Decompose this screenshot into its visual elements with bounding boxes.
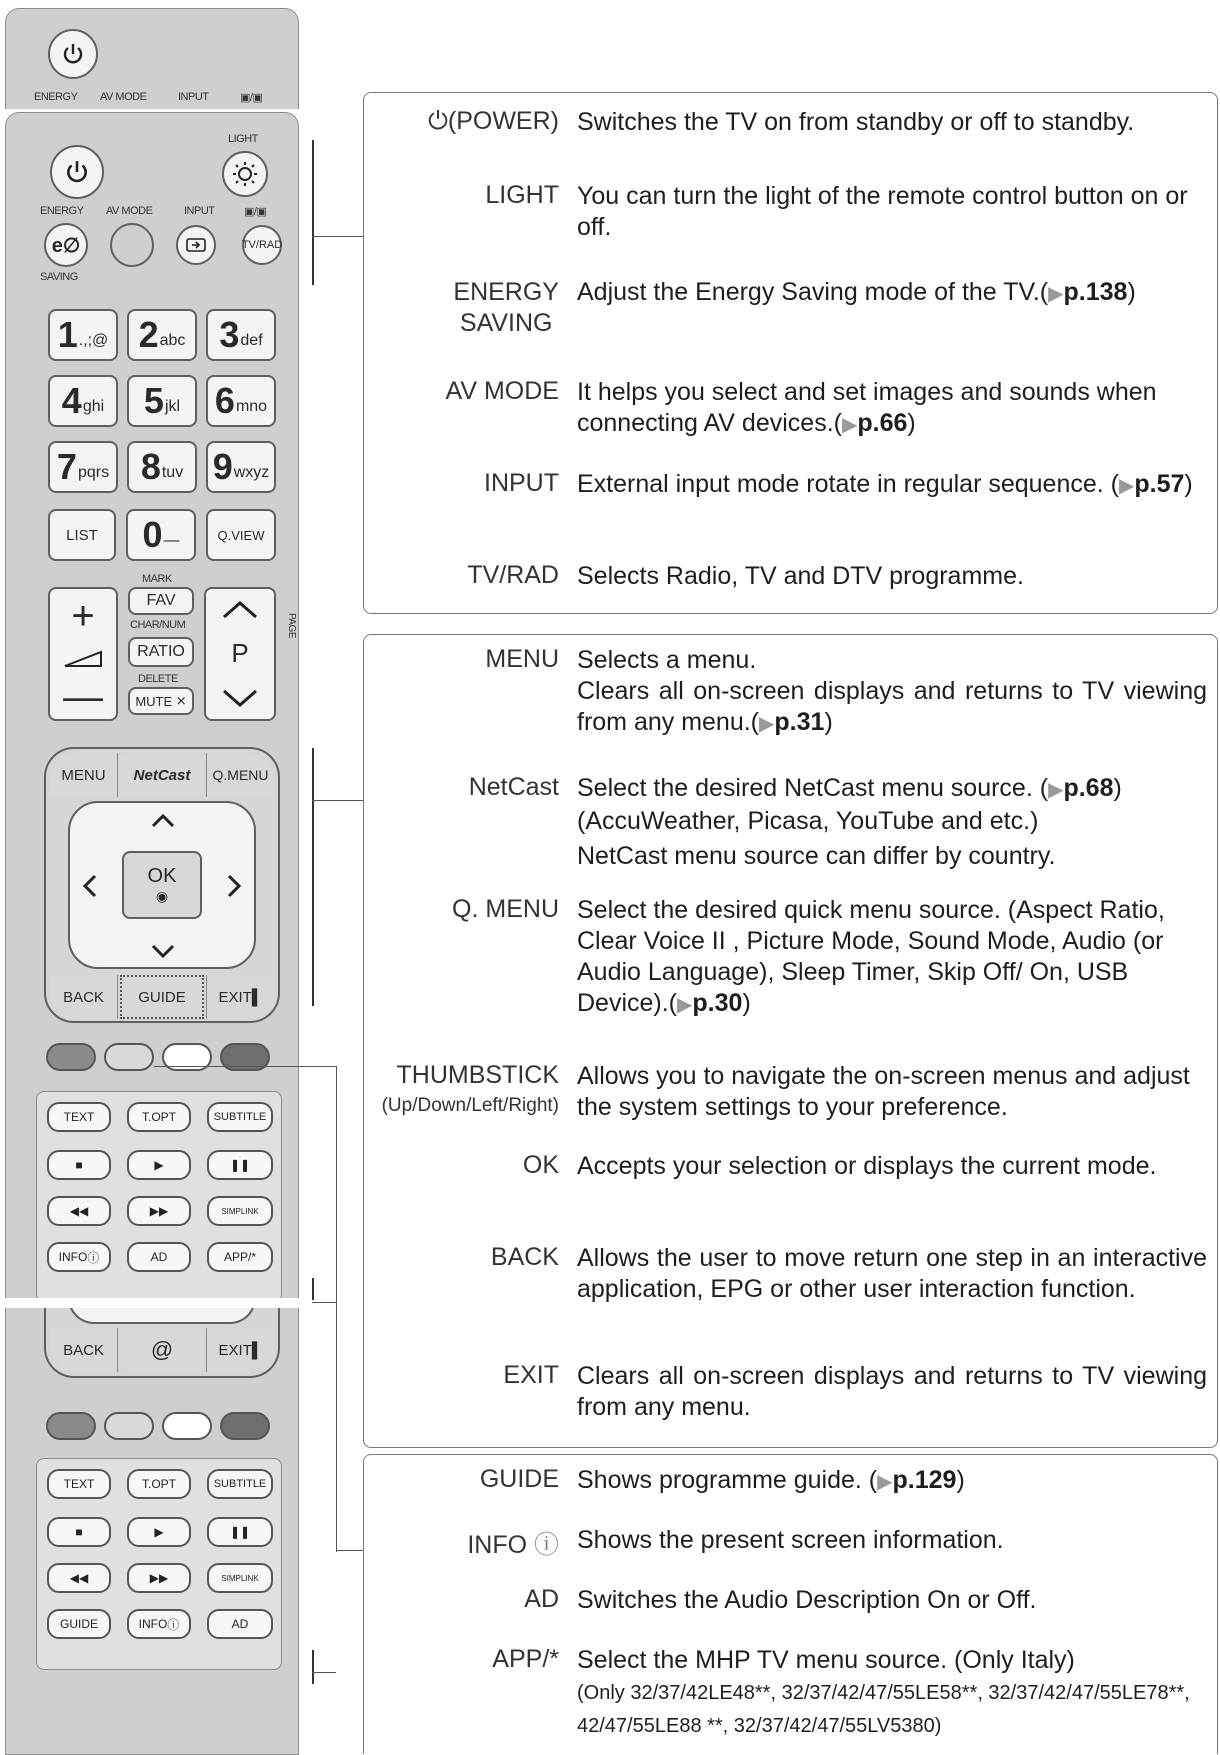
bracket-3 <box>312 1278 314 1300</box>
remote-main <box>5 112 299 1298</box>
pause-icon: ❚❚ <box>229 1158 251 1172</box>
guide-desc: Shows programme guide. (▶p.129) <box>577 1466 965 1494</box>
digit-4-letters: ghi <box>82 398 105 415</box>
avmode-desc: It helps you select and set images and sounds when connecting AV devices.(▶p.66) <box>577 378 1157 437</box>
pause-icon: ❚❚ <box>229 1525 251 1539</box>
page-ref-arrow-icon: ▶ <box>841 414 858 436</box>
guide-connector-h <box>154 1066 336 1067</box>
lower-teletext-panel <box>36 1458 282 1670</box>
lower-pause-button[interactable] <box>207 1517 273 1547</box>
connector-2 <box>312 800 364 801</box>
light-label: LIGHT <box>228 133 258 145</box>
lower-guide-button[interactable] <box>47 1609 111 1639</box>
top-input-label: INPUT <box>178 91 209 103</box>
av-mode-button[interactable] <box>110 223 154 267</box>
lower-topt-button[interactable] <box>127 1469 191 1499</box>
red-key[interactable] <box>46 1043 96 1071</box>
stop-icon: ■ <box>75 1525 83 1539</box>
ok-dot-icon: ◉ <box>155 888 169 904</box>
back-button[interactable] <box>50 975 118 1019</box>
green-key[interactable] <box>104 1043 154 1071</box>
ok-button[interactable] <box>122 851 202 919</box>
power-button-top[interactable] <box>48 29 98 79</box>
digit-3-label: 3 <box>219 314 240 355</box>
mute-label: MUTE <box>135 693 173 709</box>
stop-icon: ■ <box>75 1158 83 1172</box>
ad-label: AD <box>150 1250 168 1264</box>
back-desc-label: BACK <box>490 1243 559 1271</box>
subtitle-label: SUBTITLE <box>213 1111 267 1123</box>
guide-label: GUIDE <box>138 988 186 1006</box>
menu-button[interactable] <box>50 753 118 797</box>
charnum-label: CHAR/NUM <box>130 619 186 631</box>
input-button[interactable] <box>176 225 216 265</box>
netcast-label: NetCast <box>133 766 191 784</box>
play-button[interactable] <box>127 1150 191 1180</box>
digit-6-letters: mno <box>235 398 268 415</box>
list-button[interactable] <box>48 509 116 561</box>
delete-label: DELETE <box>138 673 178 685</box>
lower-ad-button[interactable] <box>207 1609 273 1639</box>
energy-glyph: e∅ <box>51 234 81 257</box>
menu-desc-label: MENU <box>485 645 559 673</box>
bracket-2 <box>312 748 314 1006</box>
volume-down-icon: — <box>63 675 103 719</box>
panel-guide-info <box>363 1454 1218 1754</box>
thumbstick-desc-sublabel: (Up/Down/Left/Right) <box>381 1095 559 1116</box>
digit-7-label: 7 <box>56 446 77 487</box>
lower-blue-key[interactable] <box>220 1412 270 1440</box>
ratio-button[interactable] <box>128 637 194 667</box>
volume-wedge-icon <box>63 650 103 668</box>
digit-2-letters: abc <box>159 332 186 349</box>
digit-3-letters: def <box>240 332 263 349</box>
guide-connector-end <box>336 1550 364 1551</box>
digit-3-button[interactable] <box>206 309 276 361</box>
app-models-note: (Only 32/37/42LE48**, 32/37/42/47/55LE58**, 32/37/42/47/55LE78**, 42/47/55LE88 **, 32/37/42/47/55LV5380) <box>577 1682 1190 1737</box>
power-label: ⏻(POWER) <box>428 107 559 135</box>
lower-back-button[interactable] <box>50 1328 118 1372</box>
digit-5-button[interactable] <box>127 375 197 427</box>
lower-rewind-button[interactable] <box>47 1563 111 1593</box>
lower-guide-label: GUIDE <box>59 1617 98 1631</box>
ad-desc: Switches the Audio Description On or Off. <box>577 1586 1037 1614</box>
info-button[interactable] <box>47 1242 111 1272</box>
lower-back-label: BACK <box>63 1341 104 1359</box>
tv-rad-button[interactable] <box>242 225 282 265</box>
digit-5-letters: jkl <box>164 398 181 415</box>
menu-desc: Selects a menu. Clears all on-screen displays and returns to TV viewing from any menu.(▶p.31) <box>577 646 1207 736</box>
netcast-button[interactable] <box>120 753 204 797</box>
lower-at-label: @ <box>150 1337 174 1362</box>
connector-4 <box>312 1672 336 1673</box>
page-label: PAGE <box>286 613 297 639</box>
tvrad-desc-label: TV/RAD <box>467 561 559 589</box>
teletext-panel <box>36 1091 282 1298</box>
digit-0-label: 0 <box>142 514 163 555</box>
input-label: INPUT <box>184 205 215 217</box>
lower-exit-label: EXIT <box>218 1341 252 1359</box>
topt-label: T.OPT <box>141 1110 176 1124</box>
connector-1 <box>312 236 364 237</box>
input-desc: External input mode rotate in regular sequence. (▶p.57) <box>577 470 1193 498</box>
digit-2-label: 2 <box>138 314 159 355</box>
digit-4-button[interactable] <box>48 375 118 427</box>
rewind-icon: ◀◀ <box>69 1204 89 1218</box>
app-desc: Select the MHP TV menu source. (Only Italy) (Only 32/37/42LE48**, 32/37/42/47/55LE58**, 32/37/42/47/55LE78**, 42/47/55LE88 **, 32/37/42/47/55LV5380) <box>577 1646 1190 1737</box>
page-ref-arrow-icon: ▶ <box>1048 283 1064 305</box>
mute-icon: ⨯ <box>172 693 187 708</box>
exit-door-icon: ▌ <box>251 1341 263 1359</box>
lower-topt-label: T.OPT <box>141 1477 176 1491</box>
remote-top-strip <box>5 8 299 109</box>
energy-desc: Adjust the Energy Saving mode of the TV.(▶p.138) <box>577 278 1136 306</box>
text-label: TEXT <box>63 1110 95 1124</box>
digit-0-button[interactable] <box>126 509 196 561</box>
fast-forward-icon: ▶▶ <box>149 1204 169 1218</box>
qmenu-desc-label: Q. MENU <box>452 895 559 923</box>
qview-button[interactable] <box>206 509 276 561</box>
power-button[interactable] <box>50 145 104 199</box>
digit-9-label: 9 <box>212 446 233 487</box>
lower-at-button[interactable] <box>120 1328 204 1372</box>
saving-label: SAVING <box>40 271 78 283</box>
digit-5-label: 5 <box>143 380 164 421</box>
chevron-up-icon <box>220 599 260 619</box>
connector-3 <box>312 1302 336 1303</box>
avmode-label: AV MODE <box>106 205 153 217</box>
panel-menu-navigation <box>363 634 1218 1448</box>
power-icon <box>64 159 90 185</box>
remote-lower <box>5 1308 299 1755</box>
simplink-label: SIMPLINK <box>221 1206 259 1216</box>
volume-rocker[interactable] <box>48 587 118 721</box>
ok-desc: Accepts your selection or displays the current mode. <box>577 1152 1157 1180</box>
lower-text-button[interactable] <box>47 1469 111 1499</box>
page-ref-arrow-icon: ▶ <box>1048 779 1064 801</box>
power-icon: ⏻ <box>428 107 448 135</box>
digit-2-button[interactable] <box>127 309 197 361</box>
stop-button[interactable] <box>47 1150 111 1180</box>
info-circle-icon: ⓘ <box>527 1531 559 1559</box>
info-icon: ⓘ <box>167 1617 180 1632</box>
energy-label: ENERGY <box>40 205 84 217</box>
back-desc: Allows the user to move return one step in an interactive application, EPG or other user interaction function. <box>577 1244 1207 1303</box>
ad-button[interactable] <box>127 1242 191 1272</box>
digit-6-button[interactable] <box>206 375 276 427</box>
thumbstick-desc: Allows you to navigate the on-screen menus and adjust the system settings to your preference. <box>577 1062 1190 1121</box>
tv-rad-button-label: TV/RAD <box>241 238 283 251</box>
rewind-button[interactable] <box>47 1196 111 1226</box>
text-button[interactable] <box>47 1102 111 1132</box>
page-ref-arrow-icon: ▶ <box>677 994 693 1016</box>
top-avmode-label: AV MODE <box>100 91 147 103</box>
input-desc-label: INPUT <box>484 469 559 497</box>
panel-power-input <box>363 92 1218 614</box>
pause-button[interactable] <box>207 1150 273 1180</box>
lower-play-button[interactable] <box>127 1517 191 1547</box>
qmenu-desc: Select the desired quick menu source. (Aspect Ratio, Clear Voice II , Picture Mode, Sound Mode, Audio (or Audio Language), Sleep Timer, Skip Off/ On, USB Device).(▶p.30) <box>577 896 1165 1017</box>
digit-8-letters: tuv <box>161 464 184 481</box>
input-icon <box>186 237 206 253</box>
app-button[interactable] <box>207 1242 273 1272</box>
fav-button[interactable] <box>128 587 194 615</box>
top-energy-label: ENERGY <box>34 91 78 103</box>
energy-desc-label: ENERGY SAVING <box>453 278 559 337</box>
power-icon <box>61 42 85 66</box>
menu-label: MENU <box>61 766 106 784</box>
back-label: BACK <box>63 988 104 1006</box>
qview-label: Q.VIEW <box>217 527 265 543</box>
digit-1-label: 1 <box>57 314 78 355</box>
avmode-desc-label: AV MODE <box>445 377 559 405</box>
guide-desc-label: GUIDE <box>479 1465 559 1493</box>
digit-1-letters: .,;@ <box>78 332 109 349</box>
exit-door-icon: ▌ <box>251 988 263 1006</box>
lower-nav-block <box>44 1308 280 1378</box>
chevron-down-icon <box>220 689 260 709</box>
light-button[interactable] <box>222 151 268 197</box>
qmenu-label: Q.MENU <box>212 767 269 783</box>
lower-thumbstick <box>68 1308 256 1324</box>
mute-button[interactable] <box>128 687 194 715</box>
energy-saving-button[interactable] <box>44 223 88 267</box>
subtitle-button[interactable] <box>207 1102 273 1132</box>
fast-forward-button[interactable] <box>127 1196 191 1226</box>
app-desc-label: APP/* <box>492 1645 559 1673</box>
exit-desc-label: EXIT <box>503 1361 559 1389</box>
digit-9-letters: wxyz <box>233 464 270 481</box>
lower-green-key[interactable] <box>104 1412 154 1440</box>
lower-stop-button[interactable] <box>47 1517 111 1547</box>
lower-simplink-label: SIMPLINK <box>221 1573 259 1583</box>
netcast-desc-label: NetCast <box>468 773 559 801</box>
programme-p-label: P <box>231 638 249 669</box>
digit-4-label: 4 <box>61 380 82 421</box>
digit-6-label: 6 <box>214 380 235 421</box>
rewind-icon: ◀◀ <box>69 1571 89 1585</box>
guide-button[interactable] <box>120 975 204 1019</box>
guide-connector-v <box>336 1066 337 1552</box>
ratio-label: RATIO <box>137 643 185 660</box>
play-icon: ▶ <box>154 1158 164 1172</box>
fast-forward-icon: ▶▶ <box>149 1571 169 1585</box>
lower-fast-forward-button[interactable] <box>127 1563 191 1593</box>
play-icon: ▶ <box>154 1525 164 1539</box>
chevron-right-icon <box>226 873 242 899</box>
lower-info-button[interactable] <box>127 1609 191 1639</box>
lower-red-key[interactable] <box>46 1412 96 1440</box>
digit-9-button[interactable] <box>206 441 276 493</box>
topt-button[interactable] <box>127 1102 191 1132</box>
volume-up-icon: + <box>71 594 95 638</box>
digit-0-sub: — <box>163 532 180 549</box>
lower-exit-button[interactable] <box>206 1328 274 1372</box>
lower-subtitle-label: SUBTITLE <box>213 1478 267 1490</box>
thumbstick[interactable] <box>68 801 256 969</box>
digit-8-label: 8 <box>140 446 161 487</box>
list-label: LIST <box>66 526 98 544</box>
digit-7-letters: pqrs <box>77 464 110 481</box>
power-desc: Switches the TV on from standby or off to standby. <box>577 108 1135 136</box>
lower-yellow-key[interactable] <box>162 1412 212 1440</box>
ok-label: OK <box>147 865 177 887</box>
info-desc: Shows the present screen information. <box>577 1526 1004 1554</box>
lower-subtitle-button[interactable] <box>207 1469 273 1499</box>
chevron-left-icon <box>82 873 98 899</box>
page-ref-arrow-icon: ▶ <box>877 1471 893 1493</box>
navigation-block <box>44 747 280 1023</box>
light-desc: You can turn the light of the remote control button on or off. <box>577 182 1188 241</box>
info-desc-label: INFO ⓘ <box>467 1531 559 1559</box>
light-bulb-icon <box>231 160 259 188</box>
lower-ad-label: AD <box>231 1617 249 1631</box>
info-label: INFO <box>58 1250 88 1264</box>
simplink-button[interactable] <box>207 1196 273 1226</box>
fav-label: FAV <box>146 592 176 609</box>
chevron-up-icon <box>150 813 176 829</box>
ok-desc-label: OK <box>522 1151 559 1179</box>
light-desc-label: LIGHT <box>485 181 559 209</box>
exit-label: EXIT <box>218 988 252 1006</box>
tvrad-top-label: ▣/▣ <box>244 206 267 218</box>
lower-info-label: INFO <box>138 1617 168 1631</box>
lower-simplink-button[interactable] <box>207 1563 273 1593</box>
qmenu-button[interactable] <box>206 753 274 797</box>
digit-1-button[interactable] <box>48 309 118 361</box>
chevron-down-icon <box>150 943 176 959</box>
ad-desc-label: AD <box>524 1585 559 1613</box>
exit-desc: Clears all on-screen displays and returns to TV viewing from any menu. <box>577 1362 1207 1421</box>
page-ref-arrow-icon: ▶ <box>1118 475 1135 497</box>
mark-label: MARK <box>142 573 172 585</box>
programme-rocker[interactable] <box>204 587 276 721</box>
app-label: APP/* <box>223 1250 256 1264</box>
page-ref-arrow-icon: ▶ <box>759 713 775 735</box>
digit-7-button[interactable] <box>48 441 118 493</box>
digit-8-button[interactable] <box>127 441 197 493</box>
top-tvrad-label: ▣/▣ <box>240 92 263 104</box>
netcast-desc: Select the desired NetCast menu source. (▶p.68) (AccuWeather, Picasa, YouTube and etc.) NetCast menu source can differ by country. <box>577 774 1122 870</box>
lower-text-label: TEXT <box>63 1477 95 1491</box>
exit-button[interactable] <box>206 975 274 1019</box>
tvrad-desc: Selects Radio, TV and DTV programme. <box>577 562 1024 590</box>
thumbstick-desc-label: THUMBSTICK <box>396 1061 559 1089</box>
bracket-1 <box>312 140 314 285</box>
bracket-4 <box>312 1650 314 1684</box>
info-icon: ⓘ <box>87 1250 100 1265</box>
